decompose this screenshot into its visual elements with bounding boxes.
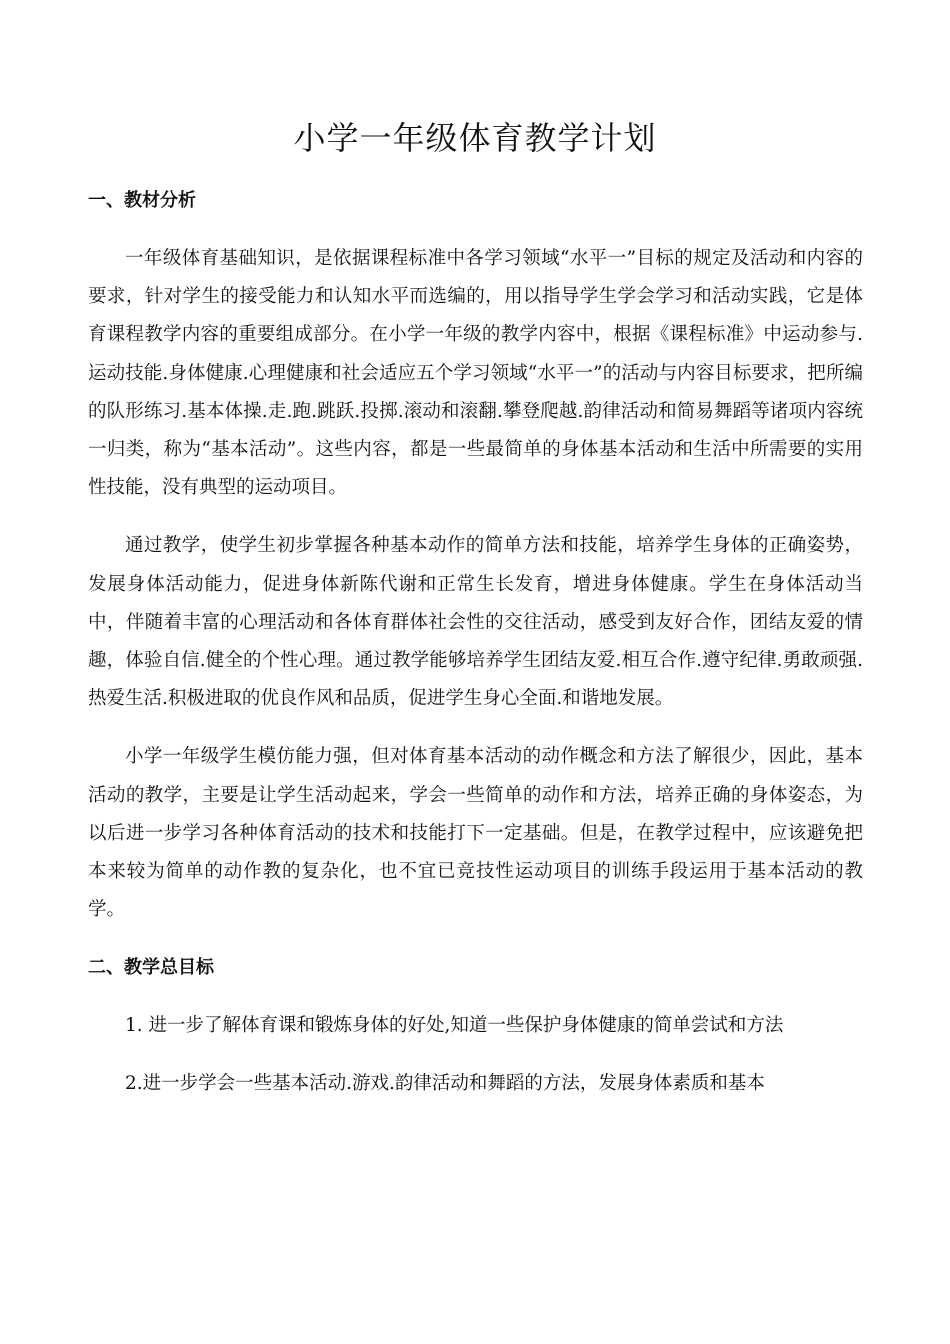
document-body [88, 182, 863, 1122]
section-heading-goals: 二、教学总目标 [88, 957, 214, 979]
document-title: 小学一年级体育教学计划 [293, 119, 657, 157]
goal-item-1: 1. 进一步了解体育课和锻炼身体的好处,知道一些保护身体健康的简单尝试和方法 [125, 1015, 784, 1037]
paragraph-materials-3: 小学一年级学生模仿能力强，但对体育基本活动的动作概念和方法了解很少，因此，基本活动的教学，主要是让学生活动起来，学会一些简单的动作和方法，培养正确的身体姿态，为以后进一步学习各种体育活动的技术和技能打下一定基础。但是，在教学过程中，应该避免把本来较为简单的动作教的复杂化，也不宜已竞技性运动项目的训练手段运用于基本活动的教学。 [88, 746, 863, 921]
section-heading-materials: 一、教材分析 [88, 190, 196, 211]
goal-item-2: 2.进一步学会一些基本活动.游戏.韵律活动和舞蹈的方法，发展身体素质和基本 [125, 1072, 765, 1094]
paragraph-materials-1: 一年级体育基础知识，是依据课程标准中各学习领域“水平一”目标的规定及活动和内容的要求，针对学生的接受能力和认知水平而选编的，用以指导学生学会学习和活动实践，它是体育课程教学内容的重要组成部分。在小学一年级的教学内容中，根据《课程标准》中运动参与.运动技能.身体健康.心理健康和社会适应五个学习领域“水平一”的活动与内容目标要求，把所编的队形练习.基本体操.走.跑.跳跃.投掷.滚动和滚翻.攀登爬越.韵律活动和简易舞蹈等诸项内容统一归类，称为“基本活动”。这些内容，都是一些最简单的身体基本活动和生活中所需要的实用性技能，没有典型的运动项目。 [88, 248, 863, 499]
paragraph-materials-2: 通过教学，使学生初步掌握各种基本动作的简单方法和技能，培养学生身体的正确姿势，发展身体活动能力，促进身体新陈代谢和正常生长发育，增进身体健康。学生在身体活动当中，伴随着丰富的心理活动和各体育群体社会性的交往活动，感受到友好合作，团结友爱的情趣，体验自信.健全的个性心理。通过教学能够培养学生团结友爱.相互合作.遵守纪律.勇敢顽强.热爱生活.积极进取的优良作风和品质，促进学生身心全面.和谐地发展。 [88, 535, 863, 710]
